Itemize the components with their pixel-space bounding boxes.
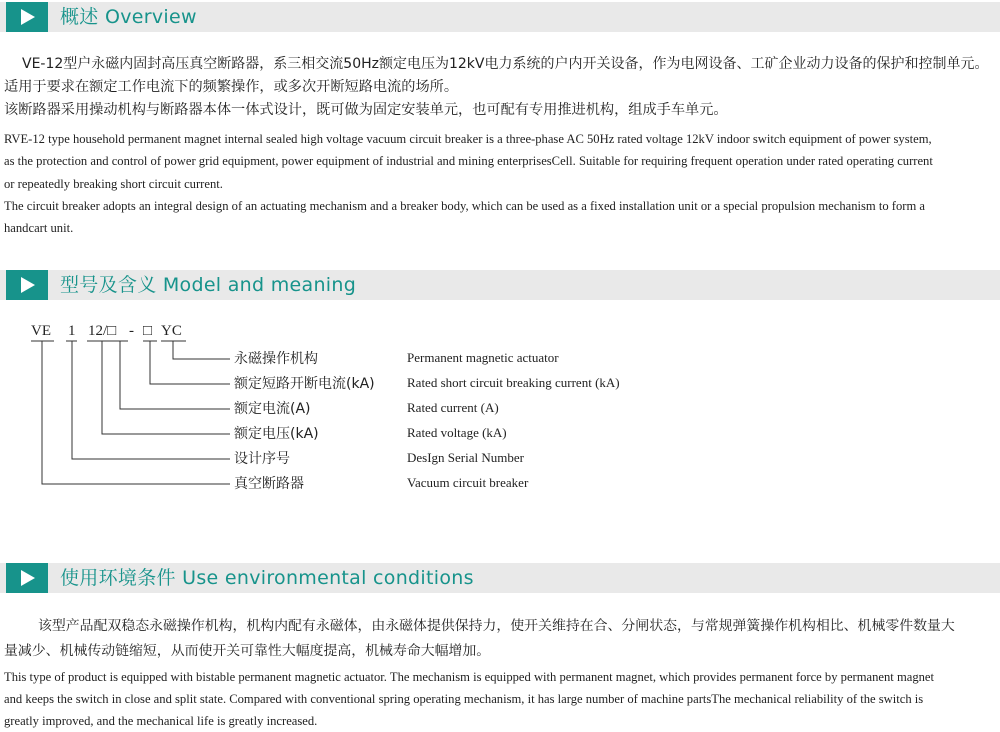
legend-en-breaking-current: Rated short circuit breaking current (kA) (407, 375, 620, 390)
model-code-dash: - (129, 323, 134, 339)
legend-en-rated-current: Rated current (A) (407, 400, 499, 415)
play-arrow-icon (20, 570, 36, 586)
legend-zh-serial: 设计序号 (234, 451, 290, 467)
overview-en-line: or repeatedly breaking short circuit current. (4, 177, 223, 191)
legend-en-rated-voltage: Rated voltage (kA) (407, 425, 507, 440)
overview-zh-line: 该断路器采用操动机构与断路器本体一体式设计，既可做为固定安装单元，也可配有专用推进机构，组成手车单元。 (4, 102, 728, 118)
overview-zh-line: 适用于要求在额定工作电流下的频繁操作，或多次开断短路电流的场所。 (4, 79, 459, 95)
environment-en-line: and keeps the switch in close and split state. Compared with conventional spring operating mechanism, it has large number of machine partsThe mechanical reliability of the switch is (4, 692, 924, 706)
model-code-breaking-current: □ (143, 323, 153, 339)
environment-zh-line: 该型产品配双稳态永磁操作机构，机构内配有永磁体，由永磁体提供保持力，使开关维持在合、分闸状态，与常规弹簧操作机构相比、机械零件数量大 (38, 618, 955, 634)
legend-en-actuator: Permanent magnetic actuator (407, 350, 559, 365)
legend-en-serial: DesIgn Serial Number (407, 450, 524, 465)
overview-zh-line: VE-12型户永磁内固封高压真空断路器，系三相交流50Hz额定电压为12kV电力系统的户内开关设备，作为电网设备、工矿企业动力设备的保护和控制单元。 (22, 56, 989, 72)
legend-zh-breaking-current: 额定短路开断电流(kA) (234, 376, 375, 392)
environment-en-line: This type of product is equipped with bistable permanent magnetic actuator. The mechanism is equipped with permanent magnet, which provides permanent force by permanent magnet (4, 670, 935, 684)
environment-zh-line: 量减少、机械传动链缩短，从而使开关可靠性大幅度提高，机械寿命大幅增加。 (4, 643, 491, 659)
model-code-yc: YC (161, 323, 182, 339)
overview-en-line: handcart unit. (4, 221, 74, 235)
overview-en-line: The circuit breaker adopts an integral design of an actuating mechanism and a breaker body, which can be used as a fixed installation unit or a special propulsion mechanism to form a (4, 199, 926, 213)
legend-zh-actuator: 永磁操作机构 (234, 351, 318, 367)
model-code-ve: VE (31, 323, 51, 339)
environment-title: 使用环境条件 Use environmental conditions (60, 567, 474, 589)
legend-en-vacuum-breaker: Vacuum circuit breaker (407, 475, 529, 490)
model-code-voltage-current: 12/□ (88, 323, 117, 339)
model-title: 型号及含义 Model and meaning (60, 274, 357, 296)
legend-zh-vacuum-breaker: 真空断路器 (234, 476, 304, 492)
environment-tag (6, 563, 48, 593)
environment-en-line: greatly improved, and the mechanical life is greatly increased. (4, 714, 318, 728)
overview-title: 概述 Overview (60, 6, 197, 28)
legend-zh-rated-current: 额定电流(A) (234, 401, 311, 417)
environment-header (0, 563, 1000, 593)
legend-zh-rated-voltage: 额定电压(kA) (234, 426, 319, 442)
overview-en-line: RVE-12 type household permanent magnet internal sealed high voltage vacuum circuit breaker is a three-phase AC 50Hz rated voltage 12kV indoor switch equipment of power system, (4, 132, 932, 146)
overview-en-line: as the protection and control of power grid equipment, power equipment of industrial and mining enterprisesCell. Suitable for requiring frequent operation under rated operating current (4, 154, 933, 168)
model-code-serial: 1 (68, 323, 76, 339)
